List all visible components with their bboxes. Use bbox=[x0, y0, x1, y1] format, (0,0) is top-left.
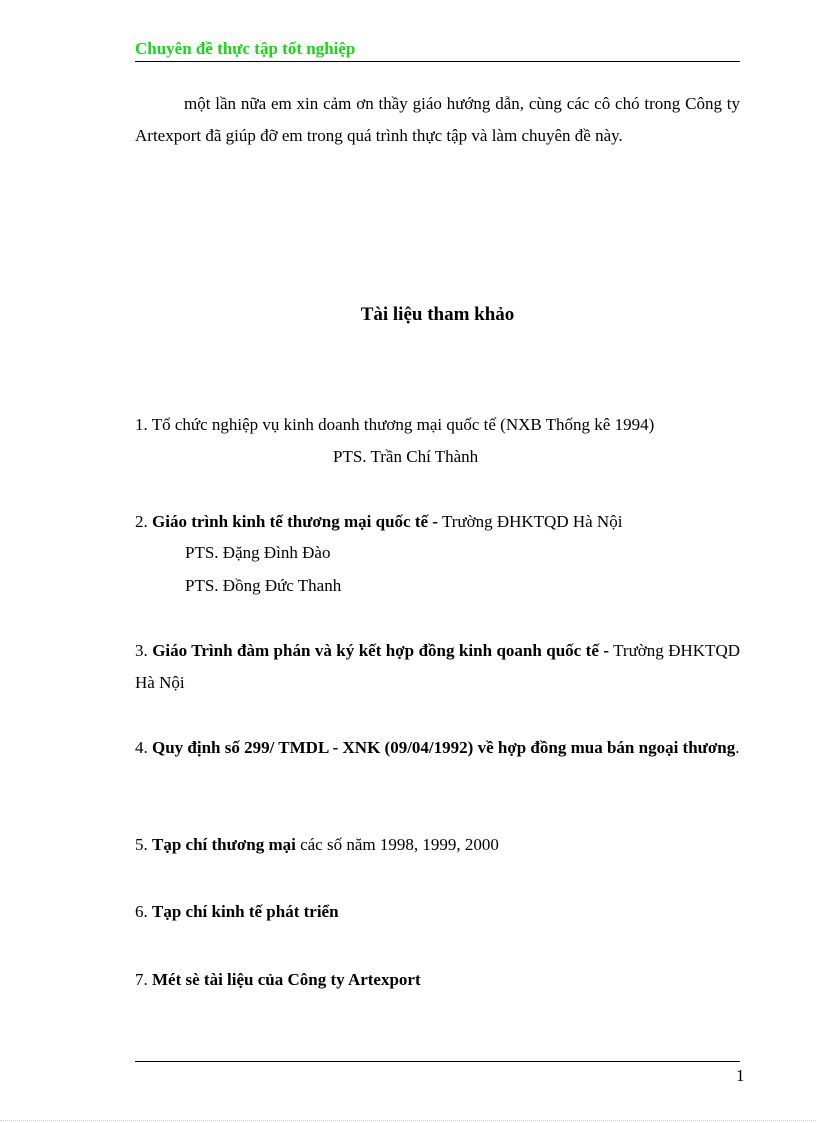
reference-number: 3. bbox=[135, 641, 148, 660]
reference-title: Tổ chức nghiệp vụ kinh doanh thương mại quốc tế bbox=[151, 415, 496, 434]
reference-item-3 bbox=[135, 635, 740, 699]
reference-title: Tạp chí thương mại bbox=[152, 835, 296, 854]
reference-number: 2. bbox=[135, 512, 148, 531]
reference-title: Giáo trình kinh tế thương mại quốc tế - bbox=[152, 512, 438, 531]
reference-publisher: Trường ĐHKTQD Hà Nội bbox=[135, 641, 741, 692]
reference-author: PTS. Đặng Đình Đào bbox=[185, 543, 331, 562]
reference-note: các số năm 1998, 1999, 2000 bbox=[300, 835, 499, 854]
reference-number: 4. bbox=[135, 738, 148, 757]
reference-author: PTS. Đồng Đức Thanh bbox=[185, 576, 342, 595]
reference-title: Tạp chí kinh tế phát triển bbox=[152, 902, 339, 921]
reference-title: Mét sè tài liệu của Công ty Artexport bbox=[152, 970, 421, 989]
page-bottom-edge bbox=[0, 1120, 816, 1121]
reference-item-7 bbox=[135, 964, 740, 996]
footer-divider bbox=[135, 1061, 740, 1062]
reference-item-6 bbox=[135, 896, 740, 928]
reference-number: 6. bbox=[135, 902, 148, 921]
reference-tail: . bbox=[735, 738, 740, 757]
reference-note: (NXB Thống kê 1994) bbox=[500, 415, 655, 434]
header-divider bbox=[135, 61, 740, 62]
reference-author: PTS. Trần Chí Thành bbox=[333, 447, 479, 466]
reference-item-1 bbox=[135, 409, 740, 441]
reference-number: 7. bbox=[135, 970, 148, 989]
page-number: 1 bbox=[736, 1066, 745, 1085]
references-heading: Tài liệu tham khảo bbox=[360, 304, 515, 325]
closing-paragraph: một lần nữa em xin cảm ơn thầy giáo hướng dẫn, cùng các cô chó trong Công ty Artexport đã giúp đỡ em trong quá trình thực tập và làm chuyên đề này. bbox=[135, 94, 740, 145]
running-header-title: Chuyên đề thực tập tốt nghiệp bbox=[135, 39, 356, 58]
reference-title: Giáo Trình đàm phán và ký kết hợp đồng kinh qoanh quốc tế - bbox=[152, 641, 609, 660]
reference-number: 1. bbox=[135, 415, 148, 434]
reference-item-4 bbox=[135, 732, 740, 764]
reference-item-5 bbox=[135, 829, 740, 861]
reference-title: Quy định số 299/ TMDL - XNK (09/04/1992) về hợp đồng mua bán ngoại thương bbox=[152, 738, 736, 757]
reference-publisher: Trường ĐHKTQD Hà Nội bbox=[441, 512, 623, 531]
reference-number: 5. bbox=[135, 835, 148, 854]
reference-item-2 bbox=[135, 506, 740, 538]
